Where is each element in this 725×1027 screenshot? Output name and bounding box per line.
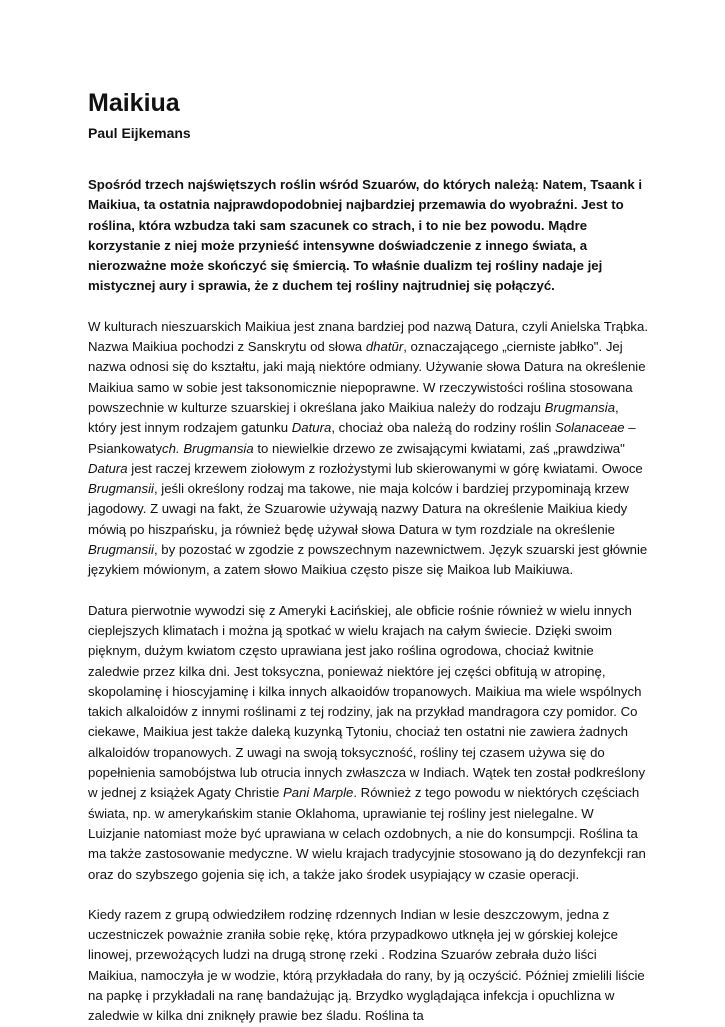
italic-term: Brugmansii: [88, 481, 154, 497]
document-title: Maikiua: [88, 89, 180, 117]
lead-paragraph: Spośród trzech najświętszych roślin wśród Szuarów, do których należą: Natem, Tsaank i Maikiua, ta ostatnia najprawdopodobniej najbardziej przemawia do wyobraźni. Jest to roślina, która wzbudza taki sam szacunek co strach, i to nie bez powodu. Mądre korzystanie z niej może przynieść intensywne doświadczenie z innego świata, a nierozważne może skończyć się śmiercią. To właśnie dualizm tej rośliny nadaje jej mistycznej aury i sprawia, że z duchem tej rośliny najtrudniej się połączyć.: [88, 177, 643, 294]
text-run: Kiedy razem z grupą odwiedziłem rodzinę rdzennych Indian w lesie deszczowym, jedna z uczestniczek poważnie zraniła sobie rękę, która przypadkowo utknęła jej w górskiej kolejce linowej, przewożących ludzi na drugą stronę rzeki . Rodzina Szuarów zebrała dużo liści Maikiua, namoczyła je w wodzie, którą przykładała do rany, by ją oczyścić. Później zmielili liście na papkę i przykładali na ranę bandażując ją. Brzydko wyglądająca infekcja i opuchlizna w zaledwie w kilka dni zniknęły prawie bez śladu. Roślina ta: [88, 906, 645, 1024]
text-run: , chociaż oba należą do rodziny roślin: [331, 420, 555, 436]
italic-term: Brugmansia: [183, 440, 254, 456]
italic-term: dhatūr: [365, 339, 404, 355]
text-run: , by pozostać w zgodzie z powszechnym nazewnictwem. Język szuarski jest głównie językiem mówionym, a zatem słowo Maikiua często pisze się Maikoa lub Maikiuwa.: [88, 542, 648, 578]
text-run: . Również z tego powodu w niektórych częściach świata, np. w amerykańskim stanie Oklahoma, uprawianie tej rośliny jest nielegalne. W Luizjanie natomiast może być uprawiana w celach ozdobnych, a nie do konsumpcji. Roślina ta ma także zastosowanie medyczne. W wielu krajach tradycyjnie stosowano ją do dezynfekcji ran oraz do szybszego gojenia się ich, a także jako środek usypiający w czasie operacji.: [88, 785, 646, 882]
text-run: , jeśli określony rodzaj ma takowe, nie maja kolców i bardziej przypominają krzew jagodowy. Z uwagi na fakt, że Szuarowie używają nazwy Datura na określenie Maikiua kiedy mówią po hiszpańsku, ja również będę używał słowa Datura w tym rozdziale na określenie: [88, 481, 629, 537]
text-run: jest raczej krzewem ziołowym z rozłożystymi lub skierowanymi w górę kwiatami. Owoce: [127, 460, 643, 476]
text-run: , oznaczającego „cierniste jabłko". Jej nazwa odnosi się do kształtu, jaki mają niektóre odmiany. Używanie słowa Datura na określenie Maikiua samo w sobie jest taksonomicznie niepoprawne. W rzeczywistości roślina stosowana powszechnie w kulturze szuarskiej i określana jako Maikiua należy do rodzaju: [88, 339, 646, 415]
body-paragraph-3: [88, 905, 648, 1027]
document-page: [88, 86, 648, 1027]
italic-term: Pani Marple: [282, 785, 354, 801]
italic-term: Solanaceae: [554, 420, 625, 436]
body-paragraph-1: [88, 317, 648, 581]
text-run: Datura pierwotnie wywodzi się z Ameryki Łacińskiej, ale obficie rośnie również w wielu innych cieplejszych klimatach i można ją spotkać w wielu krajach na całym świecie. Dzięki swoim pięknym, dużym kwiatom często uprawiana jest jako roślina ogrodowa, chociaż kwitnie zaledwie przez kilka dni. Jest toksyczna, ponieważ niektóre jej części obfitują w atropinę, skopolaminę i hioscyjaminę i kilka innych alkaoidów tropanowych. Maikiua ma wiele wspólnych takich alkaloidów z innymi roślinami z tej rodziny, jak na przykład mandragora czy pomidor. Co ciekawe, Maikiua jest także daleką kuzynką Tytoniu, chociaż ten ostatni nie zawiera żadnych alkaloidów tropanowych. Z uwagi na swoją toksyczność, rośliny tej czasem używa się do popełnienia samobójstwa lub otrucia innych zwłaszcza w Indiach. Wątek ten został podkreślony w jednej z książek Agaty Christie: [88, 602, 646, 801]
text-run: W kulturach nieszuarskich Maikiua jest znana bardziej pod nazwą Datura, czyli Anielska Trąbka. Nazwa Maikiua pochodzi z Sanskrytu od słowa: [88, 318, 648, 355]
text-run: – Psiankowaty: [88, 420, 636, 456]
body-paragraph-2: [88, 601, 648, 885]
text-run: , który jest innym rodzajem gatunku: [88, 399, 619, 436]
italic-term: Datura: [88, 460, 128, 476]
italic-term: Datura: [291, 420, 332, 436]
text-run: to niewielkie drzewo ze zwisającymi kwiatami, zaś „prawdziwa": [253, 440, 625, 456]
italic-term: Brugmansia: [544, 399, 616, 415]
italic-term: ch.: [162, 440, 180, 456]
document-author: Paul Eijkemans: [88, 125, 191, 141]
italic-term: Brugmansii: [88, 542, 154, 558]
